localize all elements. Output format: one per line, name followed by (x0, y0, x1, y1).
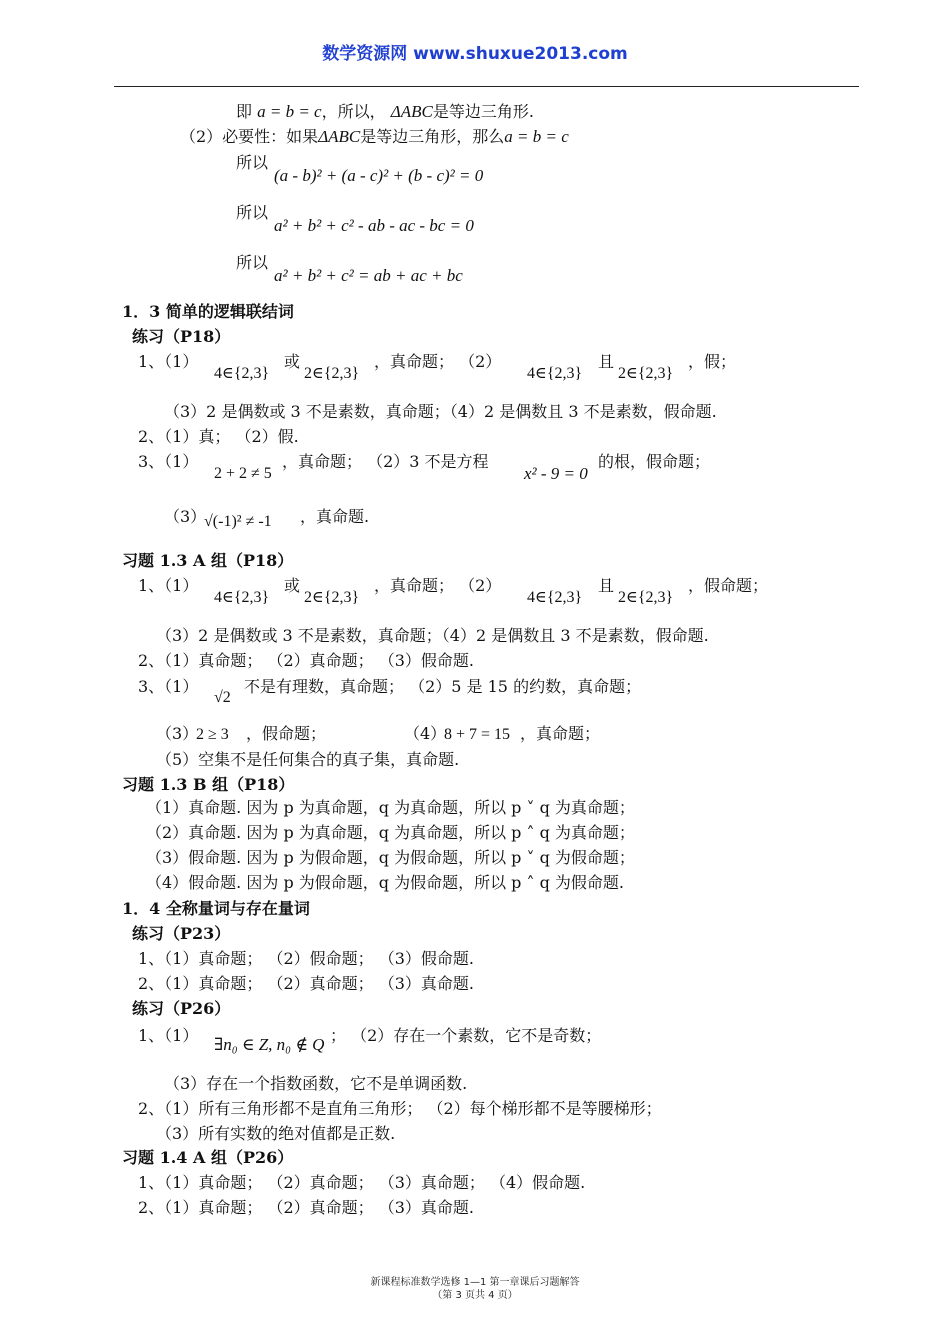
a-3-part-3-label: （3） (156, 724, 199, 743)
proof-line-3-label: 所以 (236, 153, 269, 172)
exercise-1-label: 1、（1） (138, 352, 199, 371)
p26-1-part-3: （3）存在一个指数函数，它不是单调函数. (164, 1074, 468, 1093)
section-title-1-3: 1．3 简单的逻辑联结词 (122, 302, 294, 321)
exercise-heading-p26: 练习（P26） (132, 999, 231, 1018)
b-2: （2）真命题. 因为 p 为真命题，q 为真命题，所以 p ˄ q 为真命题； (146, 823, 635, 842)
exercise-heading-p18: 练习（P18） (132, 327, 231, 346)
footer-page: （第 3 页共 4 页） (432, 1290, 518, 1301)
a-3-rest: 不是有理数，真命题； （2）5 是 15 的约数，真命题； (244, 677, 642, 696)
a-3-part-4-label: （4） (404, 724, 447, 743)
a-math-4-in-set-2: 4∈{2,3} (527, 589, 583, 606)
a-1-part-3-4: （3）2 是偶数或 3 不是素数，真命题；（4）2 是偶数且 3 不是素数，假命题. (156, 626, 709, 645)
site-header[interactable]: 数学资源网 www.shuxue2013.com (322, 44, 628, 64)
math-sqrt: √(-1)² ≠ -1 (204, 513, 272, 530)
b-3: （3）假命题. 因为 p 为假命题，q 为假命题，所以 p ˅ q 为假命题； (146, 848, 635, 867)
a-1-label: 1、（1） (138, 576, 199, 595)
math-2-in-set: 2∈{2,3} (304, 365, 360, 382)
section-title-1-4: 1．4 全称量词与存在量词 (122, 899, 310, 918)
a-1-mid: ，真命题； （2） (374, 576, 502, 595)
a-math-2-in-set: 2∈{2,3} (304, 589, 360, 606)
p23-1: 1、（1）真命题； （2）假命题； （3）假命题. (138, 949, 474, 968)
a-2: 2、（1）真命题； （2）真命题； （3）假命题. (138, 651, 474, 670)
word-or: 或 (284, 352, 301, 371)
math-2-in-set-2: 2∈{2,3} (618, 365, 674, 382)
exercise-1-end: ，假； (688, 352, 737, 371)
exercise-3-end: 的根，假命题； (598, 452, 711, 471)
proof-line-5-label: 所以 (236, 253, 269, 272)
math-equation: x² - 9 = 0 (524, 464, 588, 483)
a-word-and: 且 (598, 576, 615, 595)
exercise-heading-p23: 练习（P23） (132, 924, 231, 943)
exercise-1-mid: ，真命题； （2） (374, 352, 502, 371)
p26-1-label: 1、（1） (138, 1026, 199, 1045)
exercise-3-part-3: （3） (164, 507, 207, 526)
math-2-ge-3: 2 ≥ 3 (196, 726, 229, 743)
a14-1: 1、（1）真命题； （2）真命题； （3）真命题； （4）假命题. (138, 1173, 586, 1192)
p26-1-rest: ； （2）存在一个素数，它不是奇数； (330, 1026, 602, 1045)
formula-equality: a² + b² + c² = ab + ac + bc (274, 266, 463, 285)
a-3-part-4-end: ，真命题； (520, 724, 601, 743)
formula-expanded: a² + b² + c² - ab - ac - bc = 0 (274, 216, 474, 235)
math-8-plus-7: 8 + 7 = 15 (444, 726, 511, 743)
a-3-part-3-end: ，假命题； (246, 724, 327, 743)
p26-2-part-3: （3）所有实数的绝对值都是正数. (156, 1124, 396, 1143)
proof-line-1: 即 a = b = c，所以， ΔABC是等边三角形. (236, 102, 534, 121)
exercise-3-label: 3、（1） (138, 452, 199, 471)
math-exists: ∃n₀ ∈ Z, n₀ ∉ Q (214, 1035, 325, 1054)
exercise-1-part-3-4: （3）2 是偶数或 3 不是素数，真命题；（4）2 是偶数且 3 不是素数，假命题. (164, 402, 717, 421)
formula-sum-squares: (a - b)² + (a - c)² + (b - c)² = 0 (274, 166, 484, 185)
a-3-label: 3、（1） (138, 677, 199, 696)
p23-2: 2、（1）真命题； （2）真命题； （3）真命题. (138, 974, 474, 993)
b-1: （1）真命题. 因为 p 为真命题，q 为真命题，所以 p ˅ q 为真命题； (146, 798, 635, 817)
math-4-in-set-2: 4∈{2,3} (527, 365, 583, 382)
header-rule (114, 86, 859, 87)
word-and: 且 (598, 352, 615, 371)
a14-2: 2、（1）真命题； （2）真命题； （3）真命题. (138, 1198, 474, 1217)
a-math-4-in-set: 4∈{2,3} (214, 589, 270, 606)
proof-line-4-label: 所以 (236, 203, 269, 222)
a-word-or: 或 (284, 576, 301, 595)
a-math-2-in-set-2: 2∈{2,3} (618, 589, 674, 606)
p26-2: 2、（1）所有三角形都不是直角三角形； （2）每个梯形都不是等腰梯形； (138, 1099, 662, 1118)
math-sqrt-2: √2 (214, 689, 231, 706)
exercise-2: 2、（1）真； （2）假. (138, 427, 299, 446)
proof-line-2: （2）必要性：如果ΔABC是等边三角形，那么a = b = c (180, 127, 569, 146)
b-4: （4）假命题. 因为 p 为假命题，q 为假命题，所以 p ˄ q 为假命题. (146, 873, 625, 892)
section-title-1-3-a: 习题 1.3 A 组（P18） (122, 551, 294, 570)
math-2-plus-2: 2 + 2 ≠ 5 (214, 465, 272, 482)
a-1-end: ，假命题； (688, 576, 769, 595)
math-4-in-set: 4∈{2,3} (214, 365, 270, 382)
section-title-1-3-b: 习题 1.3 B 组（P18） (122, 775, 295, 794)
footer-title: 新课程标准数学选修 1—1 第一章课后习题解答 (370, 1277, 580, 1288)
exercise-3-mid: ，真命题； （2）3 不是方程 (282, 452, 489, 471)
a-3-part-5: （5）空集不是任何集合的真子集，真命题. (156, 750, 460, 769)
section-title-1-4-a: 习题 1.4 A 组（P26） (122, 1148, 294, 1167)
exercise-3-part-3-end: ，真命题. (300, 507, 370, 526)
